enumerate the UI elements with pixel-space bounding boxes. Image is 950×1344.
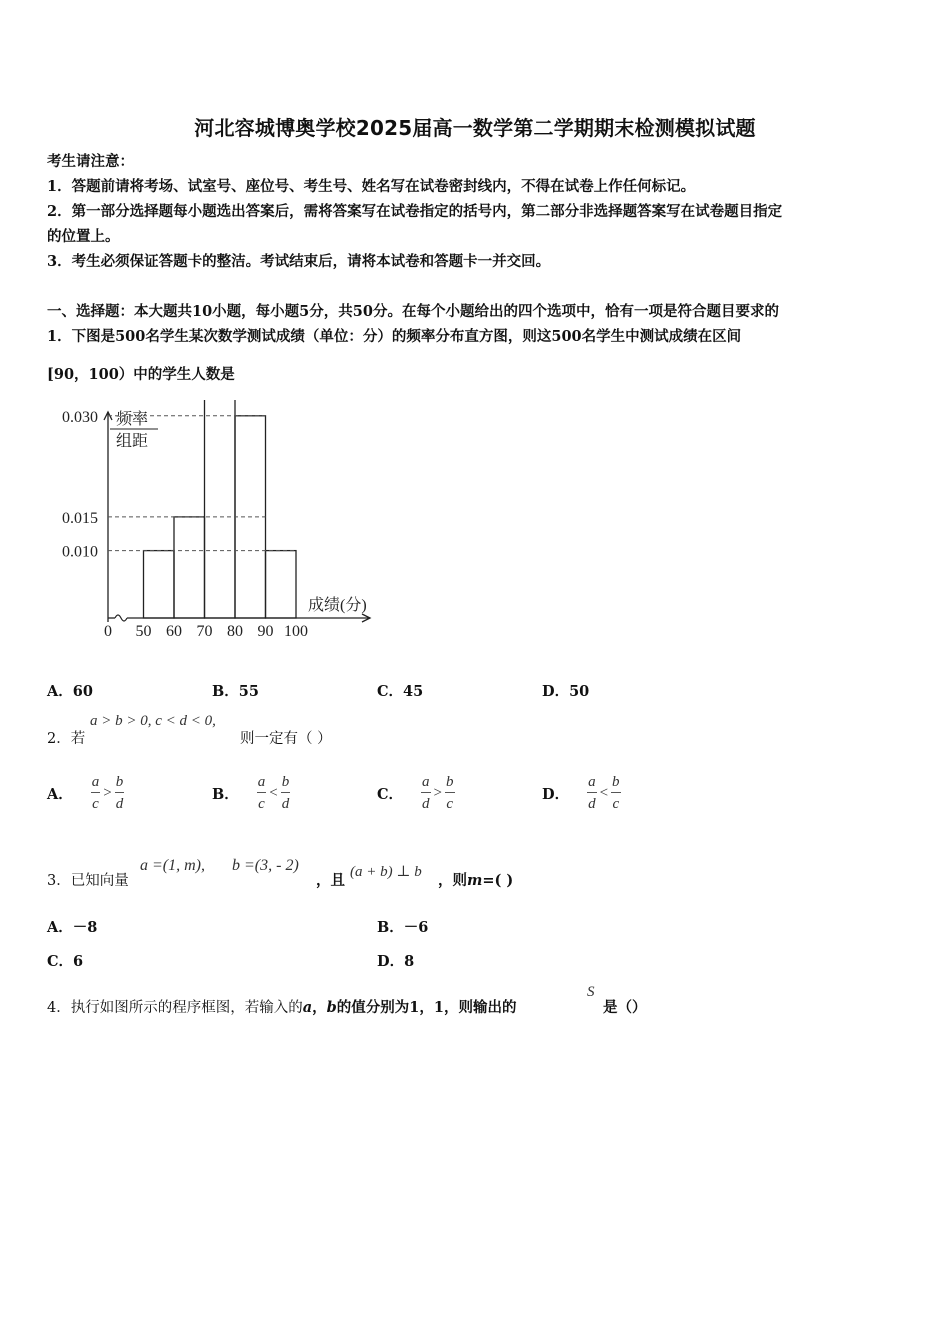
relation-symbol: >	[103, 784, 112, 801]
fraction: $\frac{b}{d}$	[115, 774, 124, 812]
origin-label: 0	[104, 623, 112, 640]
q2-option-a[interactable]	[47, 774, 124, 812]
page-title: 河北容城博奥学校2025届高一数学第二学期期末检测模拟试题	[194, 116, 756, 140]
x-tick-label: 50	[135, 623, 152, 640]
relation-symbol: <	[269, 784, 278, 801]
x-tick-label: 100	[284, 623, 308, 640]
fraction: $\frac{b}{d}$	[281, 774, 290, 812]
notice-item-1: 1．答题前请将考场、试室号、座位号、考生号、姓名写在试卷密封线内，不得在试卷上作任何标记。	[47, 178, 696, 195]
y-axis-label-top: 频率	[116, 411, 149, 428]
fraction: $\frac{a}{d}$	[422, 774, 430, 812]
question-3-suffix: ，则m=( )	[438, 872, 514, 889]
fraction: $\frac{a}{c}$	[91, 774, 100, 812]
notice-item-2: 2．第一部分选择题每小题选出答案后，需将答案写在试卷指定的括号内，第二部分非选择题答案写在试卷题目指定	[47, 203, 783, 220]
q1-option-c[interactable]: C．45	[377, 683, 424, 700]
q3-option-d[interactable]: D．8	[377, 953, 415, 970]
frequency-histogram	[40, 400, 390, 660]
q1-option-d[interactable]: D．50	[542, 683, 590, 700]
histogram-bar	[205, 400, 236, 618]
q2-option-c[interactable]	[377, 774, 455, 812]
question-2-condition: a > b > 0, c < d < 0,	[90, 713, 216, 729]
q2-option-a-label: A．	[47, 785, 73, 803]
x-tick-label: 70	[196, 623, 213, 640]
variable-s: S	[587, 984, 595, 1000]
q2-option-b[interactable]	[212, 774, 290, 812]
histogram-bar	[174, 517, 205, 618]
q3-option-a[interactable]: A．－8	[47, 919, 98, 936]
q2-option-b-label: B．	[212, 785, 239, 803]
q2-option-d[interactable]	[542, 774, 621, 812]
notice-item-2-cont: 的位置上。	[47, 228, 120, 245]
vector-b: b =(3, - 2)	[232, 857, 299, 874]
q1-option-a[interactable]: A．60	[47, 683, 93, 700]
y-axis-label-bottom: 组距	[116, 433, 149, 450]
vector-a: a =(1, m),	[140, 857, 206, 874]
x-tick-label: 90	[257, 623, 274, 640]
question-4-text: 4．执行如图所示的程序框图，若输入的a，b的值分别为1，1，则输出的	[47, 999, 517, 1016]
fraction: $\frac{b}{c}$	[446, 774, 454, 812]
question-3-mid: ，且	[316, 872, 345, 889]
x-axis-label: 成绩(分)	[308, 597, 367, 614]
x-tick-label: 60	[166, 623, 182, 640]
y-tick-label: 0.015	[62, 509, 98, 527]
perpendicular-condition: (a + b) ⊥ b	[350, 864, 422, 880]
relation-symbol: <	[599, 784, 609, 801]
q2-option-d-label: D．	[542, 785, 570, 803]
fraction: $\frac{a}{c}$	[257, 774, 266, 812]
question-2-prefix: 2．若	[47, 731, 86, 747]
question-1-text-cont: [90，100）中的学生人数是	[47, 366, 235, 383]
question-1-text: 1．下图是500名学生某次数学测试成绩（单位：分）的频率分布直方图，则这500名学生中测试成绩在区间	[47, 328, 742, 345]
q1-option-b[interactable]: B．55	[212, 683, 259, 700]
fraction: $\frac{a}{d}$	[588, 774, 596, 812]
q3-option-c[interactable]: C．6	[47, 953, 84, 970]
fraction: $\frac{b}{c}$	[612, 774, 620, 812]
question-2-suffix: 则一定有（ ）	[240, 731, 332, 747]
histogram-bar	[144, 551, 175, 618]
question-4-suffix: 是（）	[603, 999, 647, 1016]
y-tick-label: 0.030	[62, 408, 98, 426]
section-heading: 一、选择题：本大题共10小题，每小题5分，共50分。在每个小题给出的四个选项中，恰有一项是符合题目要求的	[47, 303, 779, 320]
notice-heading: 考生请注意：	[47, 153, 134, 170]
x-tick-label: 80	[227, 623, 243, 640]
y-tick-label: 0.010	[62, 543, 98, 561]
question-3-prefix: 3．已知向量	[47, 873, 129, 889]
q3-option-b[interactable]: B．－6	[377, 919, 429, 936]
notice-item-3: 3．考生必须保证答题卡的整洁。考试结束后，请将本试卷和答题卡一并交回。	[47, 253, 551, 270]
relation-symbol: >	[433, 784, 443, 801]
axis-break	[115, 615, 127, 621]
histogram-bar	[266, 551, 297, 618]
q2-option-c-label: C．	[377, 785, 404, 803]
